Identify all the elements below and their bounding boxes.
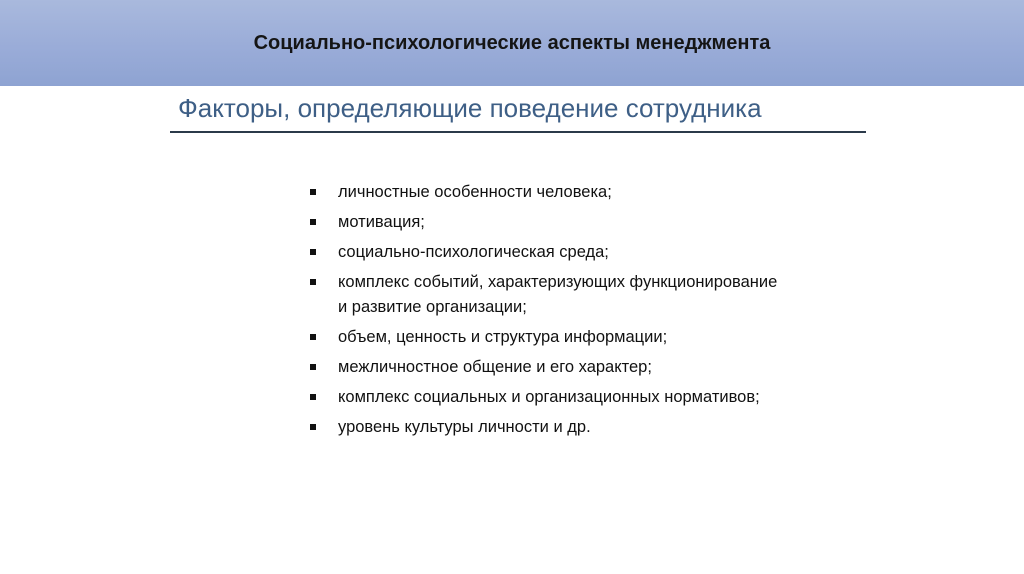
bullet-text: объем, ценность и структура информации; (338, 328, 668, 346)
subtitle-underline (170, 131, 866, 133)
bullet-item (308, 355, 778, 380)
bullet-item (308, 210, 778, 235)
bullet-item (308, 270, 778, 320)
square-bullet-icon (310, 334, 316, 340)
bullet-text: социально-психологическая среда; (338, 243, 609, 261)
bullet-item (308, 240, 778, 265)
square-bullet-icon (310, 249, 316, 255)
slide-subtitle: Факторы, определяющие поведение сотрудника (178, 93, 762, 123)
bullet-item (308, 415, 778, 440)
bullet-item (308, 180, 778, 205)
bullet-text: комплекс социальных и организационных нормативов; (338, 388, 760, 406)
square-bullet-icon (310, 219, 316, 225)
square-bullet-icon (310, 279, 316, 285)
square-bullet-icon (310, 424, 316, 430)
square-bullet-icon (310, 394, 316, 400)
slide-header-title: Социально-психологические аспекты менеджмента (253, 32, 771, 54)
bullet-text: мотивация; (338, 213, 425, 231)
bullet-item (308, 325, 778, 350)
bullet-text: личностные особенности человека; (338, 183, 612, 201)
bullet-text: межличностное общение и его характер; (338, 358, 652, 376)
bullet-list (308, 180, 778, 445)
bullet-text: комплекс событий, характеризующих функционирование и развитие организации; (338, 273, 778, 316)
square-bullet-icon (310, 189, 316, 195)
bullet-text: уровень культуры личности и др. (338, 418, 591, 436)
square-bullet-icon (310, 364, 316, 370)
bullet-item (308, 385, 778, 410)
